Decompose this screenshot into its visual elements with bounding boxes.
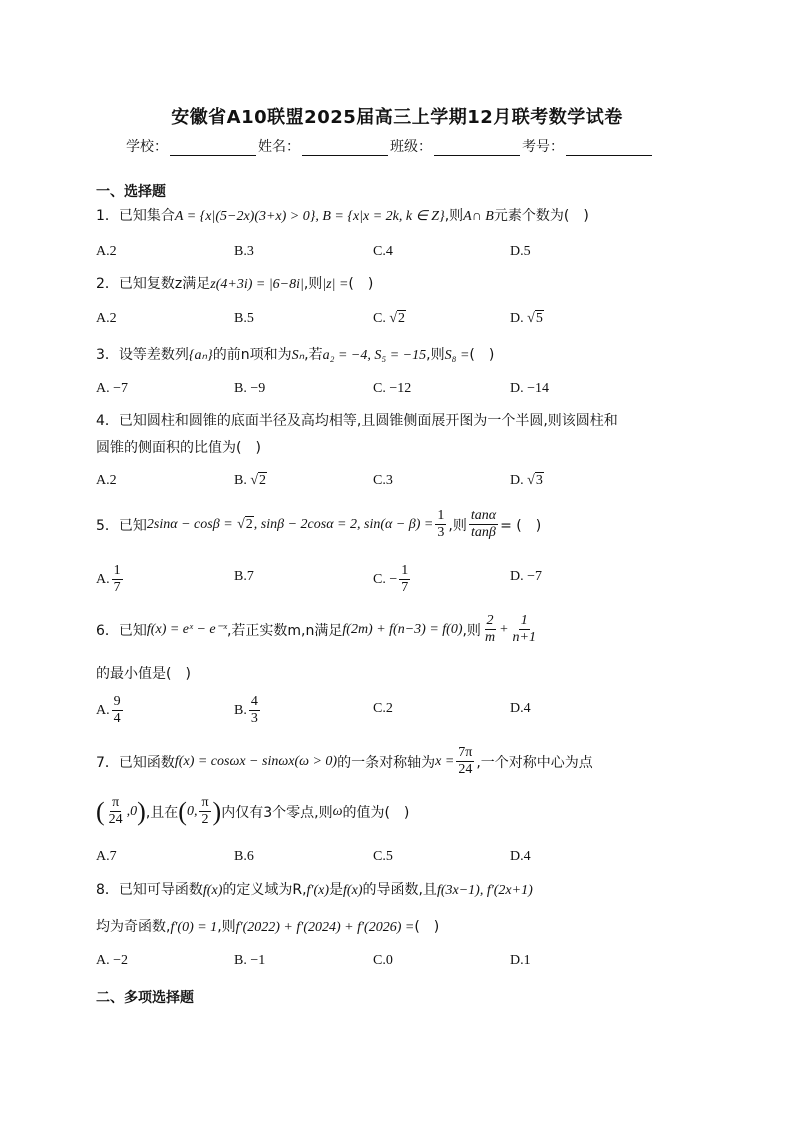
q7-text-d: ,且在 (145, 804, 179, 821)
q7-interval-head: 0, (186, 803, 198, 819)
q2-option-d-sqrt: √5 (527, 311, 543, 326)
q5-option-a-letter: A. (96, 571, 110, 587)
q3-text-a: 3．设等差数列 (96, 347, 189, 363)
q6-frac2-den: n+1 (512, 630, 536, 645)
q6-option-a-den: 4 (113, 711, 121, 726)
q7-frac3-num: π (201, 795, 209, 810)
q5-frac-den: 3 (437, 525, 445, 540)
question-8-stem-line2 (96, 916, 439, 936)
q6-option-a-fraction (112, 694, 123, 727)
q7-fraction-7pi-24 (456, 745, 474, 778)
q7-paren-open: ( (96, 796, 105, 826)
section-heading-multiple-choice: 二、多项选择题 (96, 990, 194, 1006)
q2-option-d (510, 311, 544, 327)
q7-option-d: D.4 (510, 849, 531, 864)
q2-text-c: ( ) (348, 276, 374, 292)
q6-text-a: 6．已知 (96, 622, 147, 639)
q4-option-c: C.3 (373, 473, 393, 488)
q2-option-d-radicand: 5 (535, 311, 543, 326)
q3-math-target: S₈ = (444, 348, 470, 363)
q5-option-c-letter: C. − (373, 571, 398, 587)
q1-text-b: ,则 (444, 208, 464, 224)
q8-option-a: A. −2 (96, 953, 129, 968)
q4-option-d-sqrt: √3 (527, 473, 543, 488)
q3-option-a: A. −7 (96, 381, 129, 396)
q5-option-a-num: 1 (113, 563, 121, 578)
number-blank[interactable] (566, 139, 652, 156)
q6-option-b (234, 694, 262, 727)
class-blank[interactable] (434, 139, 520, 156)
q6-option-d: D.4 (510, 701, 531, 716)
q5-option-c-fraction (399, 563, 410, 596)
q5-frac2-den: tanβ (471, 525, 496, 540)
q7-option-a: A.7 (96, 849, 117, 864)
question-7-stem-line2 (96, 795, 409, 828)
question-4-stem-line1: 4．已知圆柱和圆锥的底面半径及高均相等,且圆锥侧面展开图为一个半圆,则该圆柱和 (96, 413, 618, 429)
q8-text-g: ( ) (414, 919, 440, 935)
q7-frac-num: 7π (458, 745, 473, 760)
q2-option-a: A.2 (96, 311, 117, 326)
q7-frac3-den: 2 (201, 812, 209, 827)
q5-sqrt: √2 (237, 516, 253, 532)
q6-option-c: C.2 (373, 701, 393, 716)
q8-text-c: 是 (329, 882, 344, 898)
q2-text-a: 2．已知复数z满足 (96, 276, 211, 292)
q6-plus: + (499, 621, 509, 637)
q6-frac-den: m (484, 630, 496, 645)
q4-option-b-sqrt: √2 (250, 473, 267, 488)
q6-text-c: ,则 (462, 622, 481, 639)
question-6-stem (96, 613, 540, 646)
question-6-stem-line2: 的最小值是( ) (96, 666, 191, 682)
q7-point-tail: ,0 (126, 803, 138, 819)
q8-text-d: 的导函数,且 (362, 882, 437, 898)
class-label: 班级： (390, 139, 432, 155)
q3-math-sum: Sₙ (291, 348, 305, 363)
q6-option-b-letter: B. (234, 702, 247, 718)
q8-text-a: 8．已知可导函数 (96, 882, 203, 898)
q1-option-b: B.3 (234, 244, 254, 259)
q2-option-d-letter: D. (510, 311, 524, 326)
q8-option-d: D.1 (510, 953, 531, 968)
q8-math-f: f(x) (202, 883, 223, 898)
q5-math-eq2: , sinβ − 2cosα = 2, sin(α − β) = (253, 516, 434, 532)
q8-math-f2: f(x) (343, 883, 363, 898)
q1-math-intersection: A∩ B (463, 209, 494, 224)
q5-option-c-num: 1 (401, 563, 409, 578)
q7-frac-den: 24 (458, 762, 473, 777)
q3-text-d: ,则 (426, 347, 445, 363)
q5-option-a (96, 563, 125, 596)
q4-option-d (510, 473, 544, 489)
q7-frac2-num: π (112, 795, 120, 810)
q8-math-initial: f′(0) = 1 (170, 920, 218, 935)
q6-fraction-2-over-m (483, 613, 497, 646)
q7-option-c: C.5 (373, 849, 393, 864)
question-3-stem (96, 344, 494, 364)
q1-option-a: A.2 (96, 244, 117, 259)
q8-text-e: 均为奇函数, (96, 919, 171, 935)
q3-option-b: B. −9 (234, 381, 266, 396)
q5-option-d: D. −7 (510, 569, 543, 584)
q3-option-d: D. −14 (510, 381, 550, 396)
q5-option-a-fraction (112, 563, 123, 596)
q3-text-c: ,若 (304, 347, 323, 363)
q7-fraction-pi-2 (199, 795, 210, 828)
question-2-stem (96, 273, 373, 293)
q3-text-e: ( ) (469, 347, 495, 363)
q7-math-function: f(x) = cosωx − sinωx(ω > 0) (174, 753, 338, 769)
q2-math-modulus: |z| = (322, 277, 349, 292)
q3-math-conditions: a₂ = −4, S₅ = −15 (322, 348, 427, 363)
q7-interval-close: ) (212, 796, 222, 826)
school-label: 学校： (126, 139, 168, 155)
question-4-stem-line2: 圆锥的侧面积的比值为( ) (96, 440, 261, 456)
section-heading-single-choice: 一、选择题 (96, 184, 166, 200)
question-5-stem (96, 508, 541, 541)
q4-option-d-letter: D. (510, 473, 524, 488)
q7-interval-open: ( (178, 796, 187, 826)
q2-math-equation: z(4+3i) = |6−8i| (210, 277, 304, 292)
q7-math-axis: x = (435, 753, 455, 769)
number-label: 考号： (522, 139, 564, 155)
q2-option-c (373, 311, 406, 327)
student-info-row (126, 136, 654, 156)
q5-text-c: = ( ) (500, 517, 542, 534)
q2-option-c-letter: C. (373, 311, 386, 326)
q4-option-b-radicand: 2 (259, 473, 267, 488)
name-label: 姓名： (258, 139, 300, 155)
q2-text-b: ,则 (303, 276, 323, 292)
q7-fraction-pi-24 (107, 795, 125, 828)
q5-text-b: ,则 (448, 517, 467, 534)
q6-fraction-1-over-n1 (511, 613, 538, 646)
q1-text-c: 元素个数为( ) (493, 208, 589, 224)
q1-text-a: 1．已知集合 (96, 208, 175, 224)
q4-option-b-letter: B. (234, 473, 247, 488)
q5-fraction-one-third (435, 508, 446, 541)
q8-option-b: B. −1 (234, 953, 266, 968)
q5-text-a: 5．已知 (96, 517, 147, 534)
q6-frac2-num: 1 (520, 613, 528, 628)
q8-text-f: ,则 (217, 919, 236, 935)
q7-text-f: 的值为( ) (342, 804, 410, 821)
q6-option-b-num: 4 (250, 694, 258, 709)
q2-option-b: B.5 (234, 311, 254, 326)
q7-option-b: B.6 (234, 849, 254, 864)
q5-math-eq1: 2sinα − cosβ = (146, 516, 233, 532)
q5-frac-num: 1 (437, 508, 445, 523)
q6-option-b-den: 3 (250, 711, 258, 726)
q4-option-b (234, 473, 267, 489)
q4-option-d-radicand: 3 (535, 473, 543, 488)
q6-option-a-letter: A. (96, 702, 110, 718)
q6-math-condition: f(2m) + f(n−3) = f(0) (342, 621, 463, 637)
q8-text-b: 的定义域为R, (222, 882, 307, 898)
q8-option-c: C.0 (373, 953, 393, 968)
q6-option-b-fraction (249, 694, 260, 727)
question-7-stem (96, 745, 593, 778)
q8-math-target: f′(2022) + f′(2024) + f′(2026) = (235, 920, 415, 935)
q4-option-a: A.2 (96, 473, 117, 488)
q6-option-a-num: 9 (113, 694, 121, 709)
q7-text-b: 的一条对称轴为 (337, 754, 436, 771)
q5-option-c (373, 563, 412, 596)
q6-math-function: f(x) = eˣ − e⁻ˣ (146, 622, 227, 637)
q7-math-omega: ω (332, 803, 343, 819)
q5-fraction-tan-ratio (469, 508, 498, 541)
q7-frac2-den: 24 (108, 812, 123, 827)
q1-option-c: C.4 (373, 244, 393, 259)
q2-option-c-sqrt: √2 (389, 311, 406, 326)
q7-text-a: 7．已知函数 (96, 754, 175, 771)
q8-math-fprime: f′(x) (306, 883, 330, 898)
name-blank[interactable] (302, 139, 388, 156)
q5-option-b: B.7 (234, 569, 254, 584)
q6-text-b: ,若正实数m,n满足 (226, 622, 343, 639)
q5-frac2-num: tanα (470, 508, 497, 523)
question-8-stem (96, 879, 533, 899)
exam-title: 安徽省A10联盟2025届高三上学期12月联考数学试卷 (171, 107, 623, 128)
q5-option-c-den: 7 (401, 580, 409, 595)
q3-text-b: 的前n项和为 (212, 347, 292, 363)
q2-option-c-radicand: 2 (398, 311, 406, 326)
q3-option-c: C. −12 (373, 381, 412, 396)
q6-option-a (96, 694, 125, 727)
school-blank[interactable] (170, 139, 256, 156)
q1-math-sets: A = {x|(5−2x)(3+x) > 0}, B = {x|x = 2k, k ∈ Z} (174, 209, 445, 224)
question-1-stem (96, 205, 589, 225)
q8-math-odd-functions: f(3x−1), f′(2x+1) (436, 883, 533, 898)
q3-math-sequence: {aₙ} (188, 348, 213, 363)
q6-frac-num: 2 (486, 613, 494, 628)
q5-option-a-den: 7 (113, 580, 121, 595)
q7-paren-close: ) (137, 796, 146, 826)
q1-option-d: D.5 (510, 244, 531, 259)
q7-text-c: ,一个对称中心为点 (476, 754, 593, 771)
q7-text-e: 内仅有3个零点,则 (221, 804, 333, 821)
q5-sqrt-radicand: 2 (245, 516, 253, 532)
